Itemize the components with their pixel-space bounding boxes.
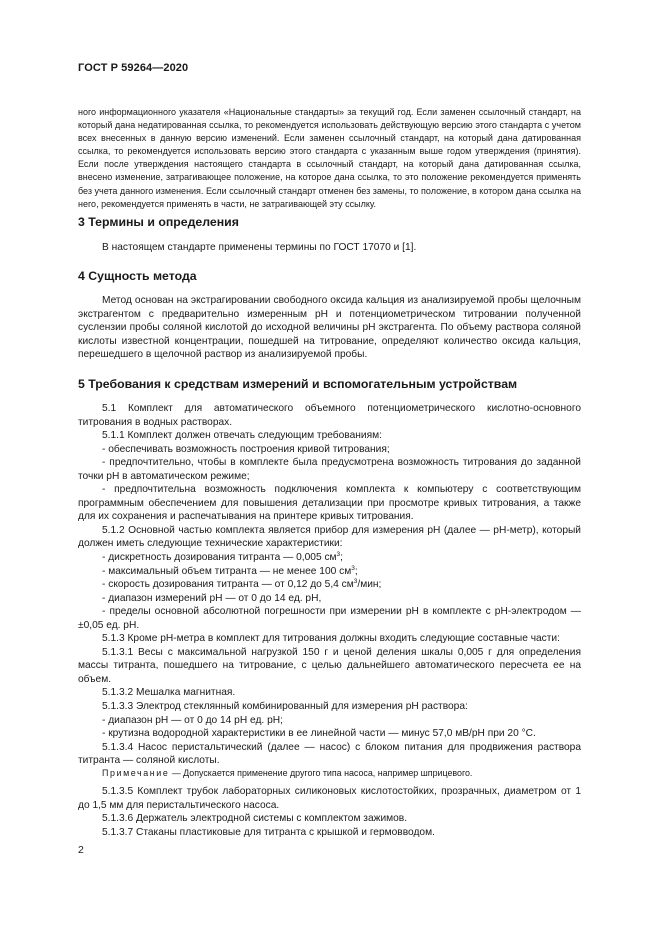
section-4 bbox=[78, 268, 581, 284]
clause-5-1-3-7: 5.1.3.7 Стаканы пластиковые для титранта с крышкой и гермовводом. bbox=[102, 826, 435, 838]
clause-5-1-3-2: 5.1.3.2 Мешалка магнитная. bbox=[102, 687, 236, 699]
spec-item bbox=[78, 578, 581, 592]
spec-text: - скорость дозирования титранта — от 0,12 до 5,4 см bbox=[102, 579, 354, 591]
note-block bbox=[78, 767, 581, 779]
clause-5-1-1: 5.1.1 Комплект должен отвечать следующим требованиям: bbox=[102, 430, 382, 442]
note bbox=[78, 767, 581, 779]
clause-5-1-3: 5.1.3 Кроме рН-метра в комплект для титрования должны входить следующие составные части: bbox=[102, 633, 560, 645]
intro-paragraph-block bbox=[78, 106, 581, 211]
note-text: — Допускается применение другого типа насоса, например шприцевого. bbox=[169, 768, 473, 778]
list-item: - обеспечивать возможность построения кривой титрования; bbox=[102, 443, 390, 455]
spec-item: - диапазон измерений рН — от 0 до 14 ед. рН, bbox=[102, 592, 322, 604]
spec-item bbox=[78, 565, 581, 579]
spec-item bbox=[78, 551, 581, 565]
note-label: Примечание bbox=[102, 768, 170, 778]
clause-5-1-3-4: 5.1.3.4 Насос перистальтический (далее — насос) с блоком питания для продвижения раствора титранта — соляной кислоты. bbox=[78, 741, 581, 767]
superscript: 3 bbox=[351, 564, 355, 572]
section-3-title: 3 Термины и определения bbox=[78, 215, 239, 229]
clause-5-1-3-5: 5.1.3.5 Комплект трубок лабораторных силиконовых кислотостойких, прозрачных, диаметром от 1 до 1,5 мм для перистальтического насоса. bbox=[78, 786, 581, 811]
clause-5-1-3-6: 5.1.3.6 Держатель электродной системы с комплектом зажимов. bbox=[102, 813, 408, 825]
section-4-text: Метод основан на экстрагировании свободного оксида кальция из анализируемой пробы щелочным экстрагентом с предварительно измеренным рН и потенциометрическом титровании полученной суслензии пробы соляной кислотой до исходной величины рН экстрагента. По объему раствора соляной кислоты известной концентрации, пошедшей на титрование, определяют количество оксида кальция, перешедшего в щелочной раствор из анализируемой пробы. bbox=[78, 295, 581, 361]
clause-5-1: 5.1 Комплект для автоматического объемного потенциометрического кислотно-основного титрования в водных растворах. bbox=[78, 403, 581, 428]
superscript: 3 bbox=[336, 551, 341, 559]
superscript: 3 bbox=[353, 578, 358, 586]
section-5-title: 5 Требования к средствам измерений и вспомогательным устройствам bbox=[78, 377, 518, 391]
section-4-body bbox=[78, 294, 581, 362]
clause-5-1-2: 5.1.2 Основной частью комплекта является прибор для измерения рН (далее — рН-метр), который должен иметь следующие технические характеристики: bbox=[78, 524, 581, 550]
section-5-body bbox=[78, 402, 581, 768]
electrode-spec: - крутизна водородной характеристики в ее линейной части — минус 57,0 мВ/рН при 20 °С. bbox=[102, 728, 536, 740]
list-item: - предпочтительна возможность подключения комплекта к компьютеру с соответствующим программным обеспечением для повышения детализации при просмотре кривых титрования, а также для их сохранения и распечатывания на принтере кривых титрования. bbox=[78, 484, 581, 523]
document-header: ГОСТ Р 59264—2020 bbox=[78, 62, 189, 74]
section-3-body bbox=[78, 241, 581, 255]
spec-text: - максимальный объем титранта — не менее 100 см bbox=[102, 565, 352, 577]
electrode-spec: - диапазон рН — от 0 до 14 рН ед. рН; bbox=[102, 714, 283, 726]
intro-paragraph: ного информационного указателя «Национальные стандарты» за текущий год. Если заменен ссылочный стандарт, на который дана недатированная ссылка, то рекомендуется использовать действующую версию этого стандарта с учетом всех внесенных в данную версию изменений. Если заменен ссылочный стандарт, на который дана датированная ссылка, то рекомендуется использовать версию этого стандарта с указанным выше годом утверждения (принятия). Если после утверждения настоящего стандарта в ссылочный стандарт, на который дана датированная ссылка, внесено изменение, затрагивающее положение, на которое дана ссылка, то это положение рекомендуется применять без учета данного изменения. Если ссылочный стандарт отменен без замены, то положение, в котором дана ссылка на него, рекомендуется применять в части, не затрагивающей эту ссылку. bbox=[78, 107, 581, 209]
section-4-title: 4 Сущность метода bbox=[78, 269, 197, 283]
list-item: - предпочтительно, чтобы в комплекте была предусмотрена возможность титрования до заданной точки рН в автоматическом режиме; bbox=[78, 457, 581, 482]
spec-item: - пределы основной абсолютной погрешности при измерении рН в комплекте с рН-электродом — ±0,05 ед. рН. bbox=[78, 606, 581, 631]
clause-5-1-3-3: 5.1.3.3 Электрод стеклянный комбинированный для измерения рН раствора: bbox=[102, 701, 468, 713]
page-number: 2 bbox=[78, 844, 84, 856]
spec-end: ; bbox=[354, 565, 358, 577]
section-3-text: В настоящем стандарте применены термины по ГОСТ 17070 и [1]. bbox=[102, 242, 417, 253]
clause-5-1-3-1: 5.1.3.1 Весы с максимальной нагрузкой 150 г и ценой деления шкалы 0,005 г для определения массы титранта, пошедшего на титрование, с целью дальнейшего автоматического пересчета ее на объем. bbox=[78, 646, 581, 685]
spec-end: /мин; bbox=[357, 579, 382, 591]
section-5-body-continued bbox=[78, 785, 581, 839]
spec-text: - дискретность дозирования титранта — 0,005 см bbox=[102, 552, 337, 564]
section-5 bbox=[78, 376, 581, 392]
spec-end: ; bbox=[340, 552, 344, 564]
section-3 bbox=[78, 214, 581, 230]
